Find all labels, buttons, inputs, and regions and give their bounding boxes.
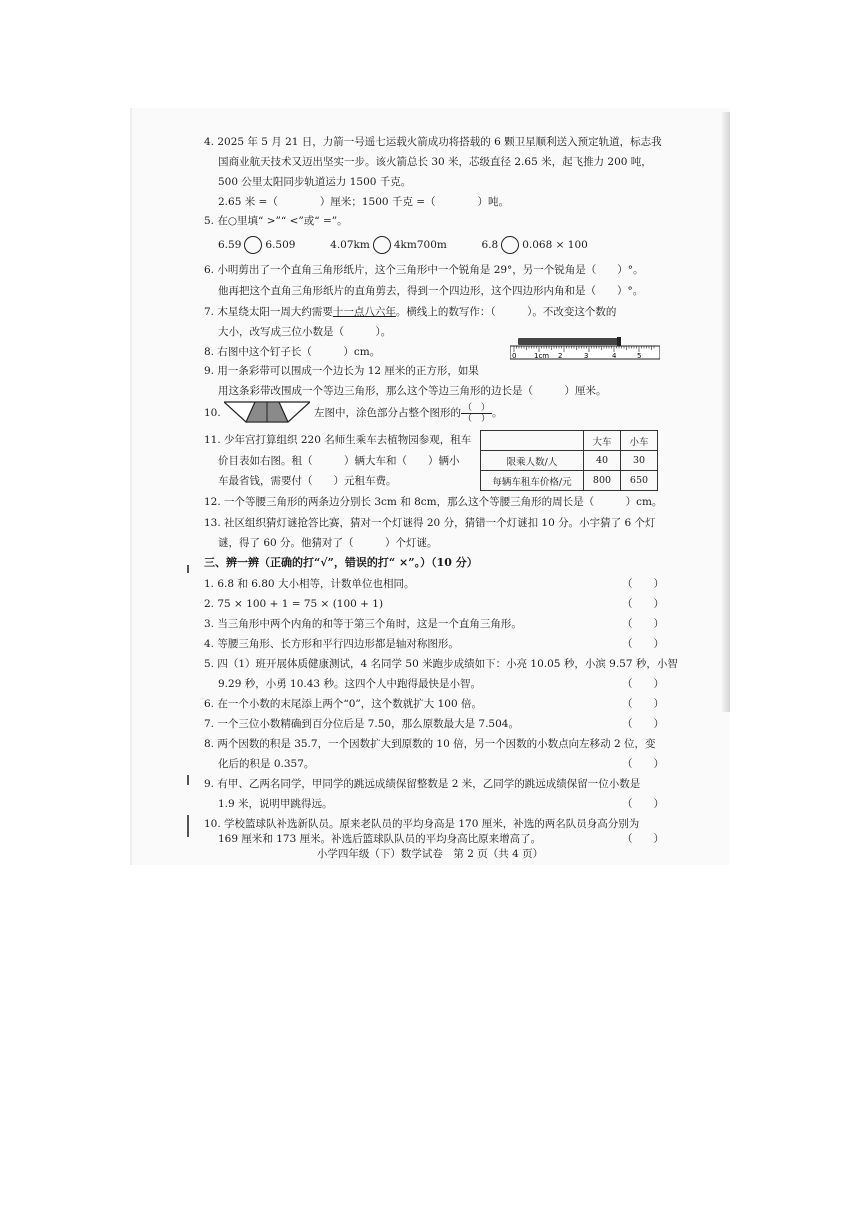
section3-title: 三、辨一辨（正确的打“√”，错误的打“ ×”。）（10 分） (204, 556, 478, 569)
q7-suffix: 。横线上的数写作：（ ）。不改变这个数的 (395, 306, 617, 318)
judge-item-4: 4. 等腰三角形、长方形和平行四边形都是轴对称图形。 (204, 638, 459, 650)
q11-line1: 11. 少年宫打算组织 220 名师生乘车去植物园参观，租车 (204, 434, 472, 446)
q6-line1: 6. 小明剪出了一个直角三角形纸片，这个三角形中一个锐角是 29°，另一个锐角是（ ）°。 (204, 264, 644, 276)
compare-circle[interactable] (501, 236, 519, 254)
q13-line1: 13. 社区组织猜灯谜抢答比赛，猜对一个灯谜得 20 分，猜错一个灯谜扣 10 分。小宇猜了 6 个灯 (204, 517, 656, 529)
q5c-right: 0.068 × 100 (522, 239, 588, 251)
answer-parentheses[interactable]: （ ） (622, 698, 664, 710)
judge-item-2: 2. 75 × 100 + 1 = 75 × (100 + 1) (204, 598, 384, 610)
ruler-label-1: 1cm (534, 352, 550, 360)
ruler-label-4: 4 (612, 352, 617, 360)
table-cell: 800 (584, 471, 621, 491)
judge-item-10a: 10. 学校篮球队补选新队员。原来老队员的平均身高是 170 厘米，补选的两名队员身高分别为 (204, 818, 640, 830)
q5-title: 5. 在○里填“ >”“ <”或“ =”。 (204, 215, 348, 227)
table-cell: 30 (621, 451, 658, 471)
answer-parentheses[interactable]: （ ） (622, 833, 664, 845)
judge-item-7: 7. 一个三位小数精确到百分位后是 7.50，那么原数最大是 7.504。 (204, 718, 519, 730)
q10-text: 左图中，涂色部分占整个图形的 (314, 407, 461, 419)
q8-text: 8. 右图中这个钉子长（ ）cm。 (204, 346, 381, 358)
ruler-label-5: 5 (637, 352, 642, 360)
judge-item-9b: 1.9 米，说明甲跳得远。 (218, 798, 333, 810)
ruler-label-2: 2 (558, 352, 563, 360)
nail (518, 338, 618, 345)
q7-prefix: 7. 木星绕太阳一周大约需要 (204, 306, 333, 318)
q5c-left: 6.8 (481, 239, 499, 251)
table-cell: 小车 (621, 431, 658, 451)
judge-item-5a: 5. 四（1）班开展体质健康测试，4 名同学 50 米跑步成绩如下：小亮 10.05 秒，小滨 9.57 秒，小智 (204, 658, 678, 670)
answer-parentheses[interactable]: （ ） (622, 618, 664, 630)
q12-text: 12. 一个等腰三角形的两条边分别长 3cm 和 8cm，那么这个等腰三角形的周长是（ ）cm。 (204, 496, 663, 508)
judge-item-8a: 8. 两个因数的积是 35.7，一个因数扩大到原数的 10 倍，另一个因数的小数点向左移动 2 位，变 (204, 738, 656, 750)
answer-parentheses[interactable]: （ ） (622, 638, 664, 650)
answer-parentheses[interactable]: （ ） (622, 678, 664, 690)
table-cell (481, 431, 584, 451)
judge-item-3: 3. 当三角形中两个内角的和等于第三个角时，这是一个直角三角形。 (204, 618, 522, 630)
page-footer: 小学四年级（下）数学试卷 第 2 页（共 4 页） (316, 848, 544, 860)
q9-line2: 用这条彩带改围成一个等边三角形，那么这个等边三角形的边长是（ ）厘米。 (218, 385, 607, 397)
fraction-blank: $\frac{( )}{( )}$ (463, 402, 491, 424)
answer-parentheses[interactable]: （ ） (622, 598, 664, 610)
judge-item-5b: 9.29 秒，小勇 10.43 秒。这四个人中跑得最快是小智。 (218, 678, 481, 690)
table-cell: 每辆车租车价格/元 (481, 471, 584, 491)
q6-line2: 他再把这个直角三角形纸片的直角剪去，得到一个四边形，这个四边形内角和是（ ）°。 (218, 285, 644, 297)
q7-underlined: 十一点八六年 (332, 306, 396, 318)
q10-label: 10. (204, 407, 221, 419)
compare-circle[interactable] (244, 236, 262, 254)
table-cell: 650 (621, 471, 658, 491)
scan-left-edge (130, 108, 132, 865)
nail-head (617, 337, 621, 346)
ruler-label-3: 3 (584, 352, 589, 360)
q11-line2: 价目表如右图。租（ ）辆大车和（ ）辆小 (218, 455, 460, 467)
q4-line3: 500 公里太阳同步轨道运力 1500 千克。 (218, 176, 412, 188)
judge-item-8b: 化后的积是 0.357。 (218, 758, 315, 770)
q5b-right: 4km700m (393, 239, 447, 251)
scan-mark (187, 815, 189, 837)
answer-parentheses[interactable]: （ ） (622, 718, 664, 730)
answer-parentheses[interactable]: （ ） (622, 758, 664, 770)
table-cell: 40 (584, 451, 621, 471)
q4-line1: 4. 2025 年 5 月 21 日，力箭一号遥七运载火箭成功将搭载的 6 颗卫星顺利送入预定轨道，标志我 (204, 136, 662, 148)
compare-circle[interactable] (373, 236, 391, 254)
table-row (481, 471, 658, 491)
q9-line1: 9. 用一条彩带可以围成一个边长为 12 厘米的正方形，如果 (204, 365, 479, 377)
q10-text-row (314, 400, 503, 426)
answer-parentheses[interactable]: （ ） (622, 798, 664, 810)
q10-end: 。 (492, 407, 503, 419)
scan-mark (187, 775, 189, 785)
q4-line2: 国商业航天技术又迈出坚实一步。该火箭总长 30 米，芯级直径 2.65 米，起飞推力 200 吨， (218, 156, 652, 168)
judge-item-1: 1. 6.8 和 6.80 大小相等，计数单位也相同。 (204, 578, 415, 590)
q5a-left: 6.59 (218, 239, 242, 251)
q4-line4: 2.65 米 =（ ）厘米；1500 千克 =（ ）吨。 (218, 196, 510, 208)
judge-item-10b: 169 厘米和 173 厘米。补选后篮球队队员的平均身高比原来增高了。 (218, 833, 542, 845)
ruler-figure (510, 337, 660, 360)
table-header-row (481, 431, 658, 451)
shaded-trapezoid-figure (224, 401, 310, 423)
q13-line2: 谜，得了 60 分。他猜对了（ ）个灯谜。 (218, 537, 438, 549)
answer-parentheses[interactable]: （ ） (622, 578, 664, 590)
judge-item-6: 6. 在一个小数的末尾添上两个“0”，这个数就扩大 100 倍。 (204, 698, 482, 710)
scan-mark (187, 565, 189, 573)
q7-line2: 大小，改写成三位小数是（ ）。 (218, 326, 392, 338)
q5-compare-row (218, 236, 588, 254)
ruler-label-0: 0 (512, 352, 517, 360)
table-row (481, 451, 658, 471)
judge-item-9a: 9. 有甲、乙两名同学，甲同学的跳远成绩保留整数是 2 米，乙同学的跳远成绩保留一位小数是 (204, 778, 641, 790)
q5a-right: 6.509 (265, 239, 296, 251)
rental-price-table (480, 430, 658, 491)
q7-line1 (204, 305, 616, 319)
table-cell: 限乘人数/人 (481, 451, 584, 471)
table-cell: 大车 (584, 431, 621, 451)
scan-right-shadow (722, 112, 730, 712)
q5b-left: 4.07km (330, 239, 370, 251)
q11-line3: 车最省钱，需要付（ ）元租车费。 (218, 475, 397, 487)
